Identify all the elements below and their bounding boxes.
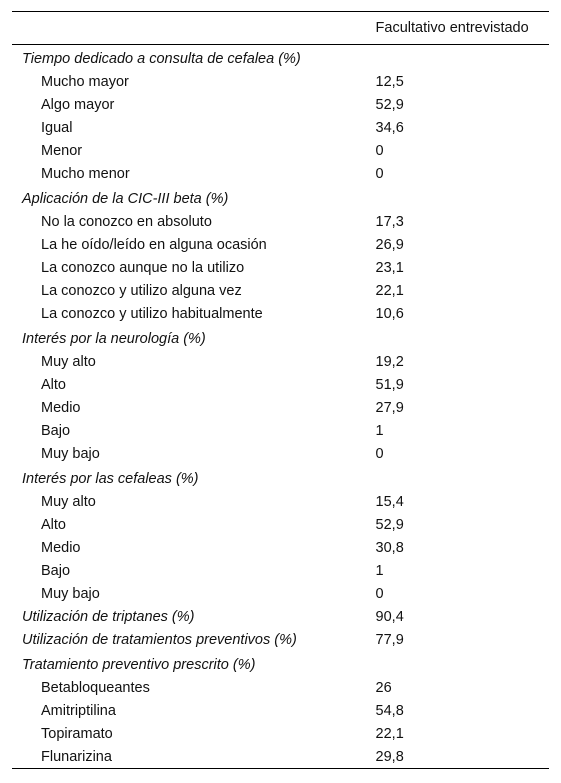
item-label: Betabloqueantes bbox=[41, 679, 150, 696]
item-row bbox=[12, 256, 549, 279]
item-value: 0 bbox=[375, 165, 384, 182]
item-value: 1 bbox=[375, 562, 384, 579]
section-value bbox=[376, 651, 549, 676]
section-value: 90,4 bbox=[375, 608, 404, 625]
section-value bbox=[376, 45, 549, 71]
header-empty-cell bbox=[12, 12, 376, 45]
item-row bbox=[12, 559, 549, 582]
item-label: Algo mayor bbox=[41, 96, 115, 113]
item-value: 27,9 bbox=[375, 399, 404, 416]
item-row bbox=[12, 490, 549, 513]
item-label: Muy bajo bbox=[41, 585, 100, 602]
section-title: Aplicación de la CIC-III beta (%) bbox=[22, 191, 229, 207]
item-value: 12,5 bbox=[375, 73, 404, 90]
item-label: Amitriptilina bbox=[41, 702, 116, 719]
item-value: 0 bbox=[375, 445, 384, 462]
section-value: 77,9 bbox=[375, 631, 404, 648]
item-label: Menor bbox=[41, 142, 83, 159]
section-title: Utilización de triptanes (%) bbox=[22, 608, 195, 625]
section-title: Interés por las cefaleas (%) bbox=[22, 471, 199, 487]
item-row bbox=[12, 676, 549, 699]
item-value: 19,2 bbox=[375, 353, 404, 370]
item-label: Flunarizina bbox=[12, 745, 376, 769]
item-label: Bajo bbox=[41, 422, 71, 439]
item-row bbox=[12, 699, 549, 722]
item-label: Alto bbox=[41, 516, 66, 533]
item-value: 54,8 bbox=[375, 702, 404, 719]
item-label: Alto bbox=[41, 376, 66, 393]
item-row bbox=[12, 139, 549, 162]
item-value: 0 bbox=[375, 142, 384, 159]
item-value: 34,6 bbox=[375, 119, 404, 136]
item-row bbox=[12, 70, 549, 93]
section-row bbox=[12, 605, 549, 628]
item-value: 30,8 bbox=[375, 539, 404, 556]
table-body bbox=[12, 45, 549, 769]
item-row bbox=[12, 373, 549, 396]
survey-table-container bbox=[12, 11, 549, 769]
item-row bbox=[12, 513, 549, 536]
item-row bbox=[12, 350, 549, 373]
item-value: 0 bbox=[375, 585, 384, 602]
section-row bbox=[12, 651, 549, 676]
item-value: 15,4 bbox=[375, 493, 404, 510]
item-value: 17,3 bbox=[375, 213, 404, 230]
item-label: Muy alto bbox=[41, 353, 96, 370]
item-label: Muy bajo bbox=[41, 445, 100, 462]
section-value bbox=[376, 185, 549, 210]
header-facultativo: Facultativo entrevistado bbox=[375, 20, 529, 36]
item-label: Muy alto bbox=[41, 493, 96, 510]
item-value: 26 bbox=[375, 679, 392, 696]
item-row bbox=[12, 162, 549, 185]
item-row bbox=[12, 582, 549, 605]
item-label: Topiramato bbox=[41, 725, 113, 742]
section-title: Tiempo dedicado a consulta de cefalea (%) bbox=[22, 51, 301, 67]
item-label: Mucho mayor bbox=[41, 73, 129, 90]
item-value: 51,9 bbox=[375, 376, 404, 393]
item-row bbox=[12, 536, 549, 559]
item-label: Medio bbox=[41, 539, 81, 556]
item-label: La conozco aunque no la utilizo bbox=[41, 259, 245, 276]
item-label: La he oído/leído en alguna ocasión bbox=[41, 236, 267, 253]
section-title: Interés por la neurología (%) bbox=[22, 331, 206, 347]
section-row bbox=[12, 325, 549, 350]
item-row bbox=[12, 93, 549, 116]
item-row bbox=[12, 442, 549, 465]
survey-results-table bbox=[12, 11, 549, 769]
item-label: No la conozco en absoluto bbox=[41, 213, 212, 230]
section-row bbox=[12, 628, 549, 651]
item-label: Bajo bbox=[41, 562, 71, 579]
item-row bbox=[12, 279, 549, 302]
item-row bbox=[12, 745, 549, 769]
item-value: 23,1 bbox=[375, 259, 404, 276]
section-row bbox=[12, 185, 549, 210]
item-row bbox=[12, 116, 549, 139]
item-row bbox=[12, 302, 549, 325]
item-label: Igual bbox=[41, 119, 73, 136]
item-label: Medio bbox=[41, 399, 81, 416]
section-title: Utilización de tratamientos preventivos (%) bbox=[22, 631, 297, 648]
section-title: Tratamiento preventivo prescrito (%) bbox=[22, 657, 256, 673]
item-label: La conozco y utilizo habitualmente bbox=[41, 305, 263, 322]
item-label: La conozco y utilizo alguna vez bbox=[41, 282, 242, 299]
item-value: 10,6 bbox=[375, 305, 404, 322]
item-row bbox=[12, 396, 549, 419]
item-value: 22,1 bbox=[375, 725, 404, 742]
item-row bbox=[12, 210, 549, 233]
item-value: 52,9 bbox=[375, 516, 404, 533]
item-row bbox=[12, 419, 549, 442]
item-value: 26,9 bbox=[375, 236, 404, 253]
section-row bbox=[12, 45, 549, 71]
item-label: Mucho menor bbox=[41, 165, 130, 182]
section-value bbox=[376, 465, 549, 490]
section-value bbox=[376, 325, 549, 350]
item-row bbox=[12, 233, 549, 256]
section-row bbox=[12, 465, 549, 490]
item-value: 52,9 bbox=[375, 96, 404, 113]
item-value: 1 bbox=[375, 422, 384, 439]
table-header-row bbox=[12, 12, 549, 45]
item-value: 22,1 bbox=[375, 282, 404, 299]
item-value: 29,8 bbox=[376, 745, 549, 769]
item-row bbox=[12, 722, 549, 745]
